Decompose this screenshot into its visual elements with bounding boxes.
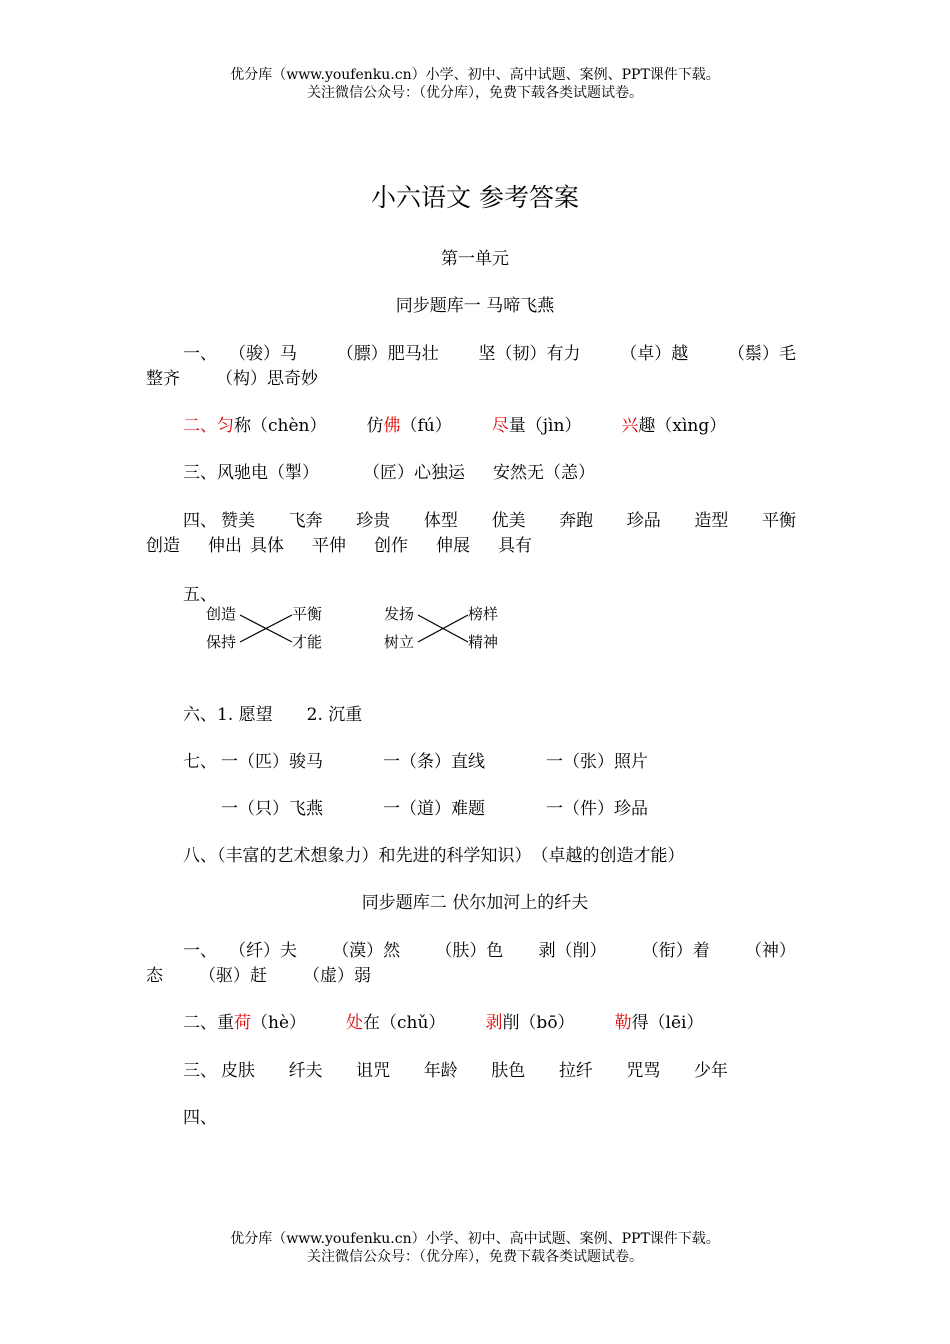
l2-q2-red-char: 剥 (485, 1013, 503, 1033)
page-title: 小六语文 参考答案 (371, 183, 579, 212)
l2-q1-item: （虚）弱 (303, 966, 371, 986)
l2-q3-item: 皮肤 (221, 1061, 255, 1081)
l2-q1-item: （衔）着 (641, 941, 710, 961)
l1-q1-item: （鬃）毛 (728, 344, 796, 364)
l1-q3-item: 风驰电（掣） (217, 463, 319, 483)
l1-q1-row1 (229, 339, 796, 364)
l2-q4-label: 四、 (183, 1108, 217, 1128)
unit-title: 第一单元 (441, 249, 509, 269)
footer-line-2: 关注微信公众号：（优分库），免费下载各类试题试卷。 (307, 1249, 643, 1265)
l2-q3-item: 少年 (693, 1061, 728, 1081)
l1-q4-item: 珍贵 (356, 511, 391, 531)
l2-q2-text: 削（bō） (502, 1013, 575, 1033)
l1-q4-item: 体型 (423, 511, 458, 531)
l1-q7-item: 一（张）照片 (546, 752, 648, 772)
l2-q1-item: 态 (146, 966, 163, 986)
l1-q6: 六、1. 愿望 2. 沉重 (183, 705, 363, 725)
l1-q2-text: 仿 (366, 416, 384, 436)
match-word: 创造 (206, 605, 237, 623)
l1-q4-item: 伸展 (436, 536, 470, 556)
l2-q1-row2 (146, 961, 371, 986)
match-word: 榜样 (468, 605, 499, 623)
l2-q3-item: 拉纤 (558, 1061, 593, 1081)
l2-q2-text: 得（lēi） (631, 1013, 704, 1033)
l2-q1-item: （驱）赶 (199, 966, 267, 986)
l2-q2-text: 在（chǔ） (363, 1013, 446, 1033)
l2-q2-text: （hè） (251, 1013, 307, 1033)
l1-q1-item: 坚（韧）有力 (478, 344, 581, 364)
match-word: 发扬 (384, 605, 415, 623)
lesson1-heading: 同步题库一 马啼飞燕 (395, 296, 555, 316)
l1-q7-item: 一（件）珍品 (546, 799, 648, 819)
l1-q1-item: （膘）肥马壮 (336, 344, 439, 364)
match-word: 树立 (384, 633, 415, 651)
l2-q3-item: 咒骂 (626, 1061, 661, 1081)
l1-q4-item: 赞美 (221, 511, 255, 531)
l1-q2-red-char: 匀 (217, 416, 234, 436)
l1-q2-text: 称（chèn） (234, 416, 327, 436)
l1-q4-item: 平衡 (762, 511, 796, 531)
l2-q1-item: （漠）然 (332, 941, 401, 961)
l1-q1-item: （卓）越 (620, 344, 689, 364)
l2-q3-item: 年龄 (423, 1061, 458, 1081)
l1-q3 (183, 458, 595, 483)
l1-q2-red-char: 兴 (621, 416, 639, 436)
l2-q1-item: 剥（削） (538, 941, 607, 961)
l1-q2-red-char: 佛 (383, 416, 401, 436)
l1-q4-item: 具有 (498, 536, 532, 556)
l2-q3-item: 诅咒 (356, 1061, 391, 1081)
l2-q3-row (221, 1056, 728, 1081)
l2-q1-item: （纤）夫 (229, 941, 297, 961)
l1-q3-item: （匠）心独运 (363, 463, 465, 483)
l1-q4-item: 奔跑 (559, 511, 594, 531)
l1-q8: 八、（丰富的艺术想象力）和先进的科学知识） （卓越的创造才能） (183, 846, 685, 866)
l1-q4-row2 (146, 531, 532, 556)
header-line-1: 优分库（www.youfenku.cn）小学、初中、高中试题、案例、PPT课件下载。 (230, 67, 720, 83)
match-word: 平衡 (292, 605, 323, 623)
l2-q1-item: （神） (744, 941, 796, 961)
l2-q1-label: 一、 (183, 941, 217, 961)
l2-q3-label: 三、 (183, 1061, 217, 1081)
l1-q4-item: 平伸 (312, 536, 346, 556)
l2-q2-text: 重 (217, 1013, 234, 1033)
l1-q5-label: 五、 (183, 585, 217, 605)
l1-q2-red-char: 尽 (491, 416, 509, 436)
l2-q2 (183, 1008, 704, 1033)
l1-q4-item: 珍品 (626, 511, 661, 531)
match-word: 才能 (292, 633, 323, 651)
page-header (0, 66, 950, 102)
l1-q4-item: 创造 (146, 536, 180, 556)
l2-q2-label: 二、 (183, 1013, 217, 1033)
l1-q7-item: 一（条）直线 (383, 752, 485, 772)
l1-q7-item: 一（匹）骏马 (221, 752, 323, 772)
lesson2-heading: 同步题库二 伏尔加河上的纤夫 (361, 893, 589, 913)
l1-q7-item: 一（只）飞燕 (221, 799, 323, 819)
match-word: 保持 (206, 633, 237, 651)
l1-q2-text: （fú） (400, 416, 452, 436)
l1-q7-item: 一（道）难题 (383, 799, 485, 819)
l1-q2-label: 二、 (183, 416, 217, 436)
header-line-2: 关注微信公众号：（优分库），免费下载各类试题试卷。 (307, 85, 643, 101)
l1-q4-item: 造型 (694, 511, 729, 531)
l1-q5-matching-diagram (200, 600, 520, 656)
l1-q2-text: 量（jìn） (508, 416, 582, 436)
l1-q1-item: （构）思奇妙 (216, 369, 318, 389)
l1-q4-row1 (221, 506, 796, 531)
l1-q2-text: 趣（xìng） (638, 416, 727, 436)
match-word: 精神 (468, 633, 499, 651)
l1-q7-label: 七、 (183, 752, 217, 772)
l2-q2-red-char: 处 (346, 1013, 364, 1033)
l1-q1-item: （骏）马 (229, 344, 297, 364)
l2-q2-red-char: 勒 (614, 1013, 632, 1033)
l1-q4-item: 优美 (491, 511, 526, 531)
l1-q3-item: 安然无（恙） (493, 463, 595, 483)
l1-q2 (183, 411, 726, 436)
l1-q1-row2 (146, 364, 318, 389)
l1-q1-label: 一、 (183, 344, 217, 364)
l1-q4-item: 伸出 (208, 536, 242, 556)
l1-q4-label: 四、 (183, 511, 217, 531)
footer-line-1: 优分库（www.youfenku.cn）小学、初中、高中试题、案例、PPT课件下载。 (230, 1231, 720, 1247)
l2-q3-item: 肤色 (491, 1061, 526, 1081)
l1-q4-item: 具体 (250, 536, 284, 556)
l2-q1-row1 (229, 936, 796, 961)
page-footer (0, 1230, 950, 1266)
l1-q4-item: 创作 (374, 536, 408, 556)
l1-q3-label: 三、 (183, 463, 217, 483)
l1-q4-item: 飞奔 (288, 511, 323, 531)
l2-q2-red-char: 荷 (234, 1013, 251, 1033)
l1-q1-item: 整齐 (146, 369, 180, 389)
l2-q3-item: 纤夫 (288, 1061, 323, 1081)
l2-q1-item: （肤）色 (435, 941, 504, 961)
